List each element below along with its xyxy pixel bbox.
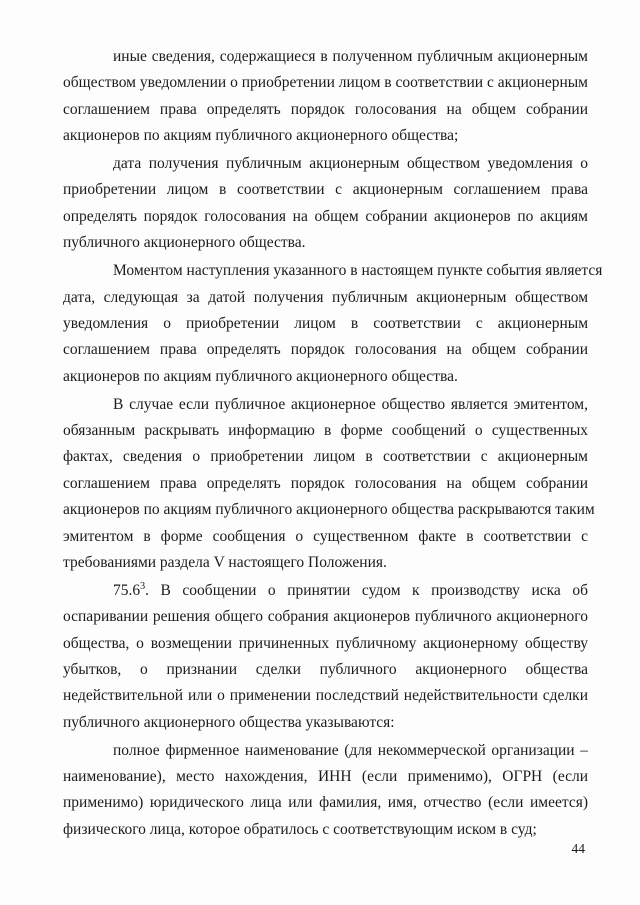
paragraph — [63, 578, 588, 736]
text-line: акционеров по акциям публичного акционерного общества; — [63, 127, 459, 145]
page-number: 44 — [571, 841, 585, 856]
clause-text: . В сообщении о принятии судом к производству иска об — [145, 581, 588, 599]
text-line: соглашением права определять порядок голосования на общем собрании — [63, 474, 588, 492]
text-line: В случае если публичное акционерное общество является эмитентом, — [113, 395, 588, 413]
text-line: публичного акционерного общества. — [63, 234, 306, 252]
text-line: уведомления о приобретении лицом в соответствии с акционерным — [63, 314, 588, 332]
text-line: иные сведения, содержащиеся в полученном публичным акционерным — [113, 48, 588, 65]
text-line: акционеров по акциям публичного акционерного общества. — [63, 367, 458, 385]
text-line: соглашением права определять порядок голосования на общем собрании — [63, 341, 588, 359]
text-line: требованиями раздела V настоящего Положения. — [63, 553, 387, 571]
text-line: физического лица, которое обратилось с соответствующим иском в суд; — [63, 820, 537, 838]
text-line: применимо) юридического лица или фамилия, имя, отчество (если имеется) — [63, 794, 588, 812]
text-line: акционеров по акциям публичного акционерного общества раскрываются таким — [63, 501, 595, 519]
paragraph — [63, 392, 595, 577]
text-line: публичного акционерного общества указываются: — [63, 713, 395, 731]
text-line: недействительной или о применении последствий недействительности сделки — [63, 687, 588, 705]
paragraph — [63, 151, 588, 257]
text-line: убытков, о признании сделки публичного акционерного общества — [63, 660, 588, 678]
document-body — [63, 44, 603, 843]
text-line: Моментом наступления указанного в настоящем пункте события является — [113, 262, 603, 280]
text-line: дата получения публичным акционерным обществом уведомления о — [113, 155, 588, 173]
text-line: оспаривании решения общего собрания акционеров публичного акционерного — [63, 608, 588, 626]
paragraph — [63, 258, 603, 390]
text-line: дата, следующая за датой получения публичным акционерным обществом — [63, 288, 588, 306]
clause-number: 75.6 — [113, 581, 141, 599]
paragraph — [63, 738, 588, 844]
text-line: приобретении лицом в соответствии с акционерным соглашением права — [63, 181, 588, 199]
text-line: соглашением права определять порядок голосования на общем собрании — [63, 100, 588, 118]
text-line — [63, 578, 588, 604]
text-line: эмитентом в форме сообщения о существенном факте в соответствии с — [63, 527, 588, 545]
text-line: общества, о возмещении причиненных публичному акционерному обществу — [63, 634, 588, 652]
text-line: определять порядок голосования на общем собрании акционеров по акциям — [63, 207, 588, 225]
clause-number-superscript: 3 — [140, 580, 146, 592]
text-line: наименование), место нахождения, ИНН (если применимо), ОГРН (если — [63, 768, 588, 786]
text-line: обязанным раскрывать информацию в форме сообщений о существенных — [63, 421, 588, 439]
text-line: обществом уведомлении о приобретении лицом в соответствии с акционерным — [63, 74, 588, 92]
text-line: фактах, сведения о приобретении лицом в соответствии с акционерным — [63, 448, 588, 466]
paragraph — [63, 44, 588, 150]
text-line: полное фирменное наименование (для некоммерческой организации – — [113, 741, 588, 759]
